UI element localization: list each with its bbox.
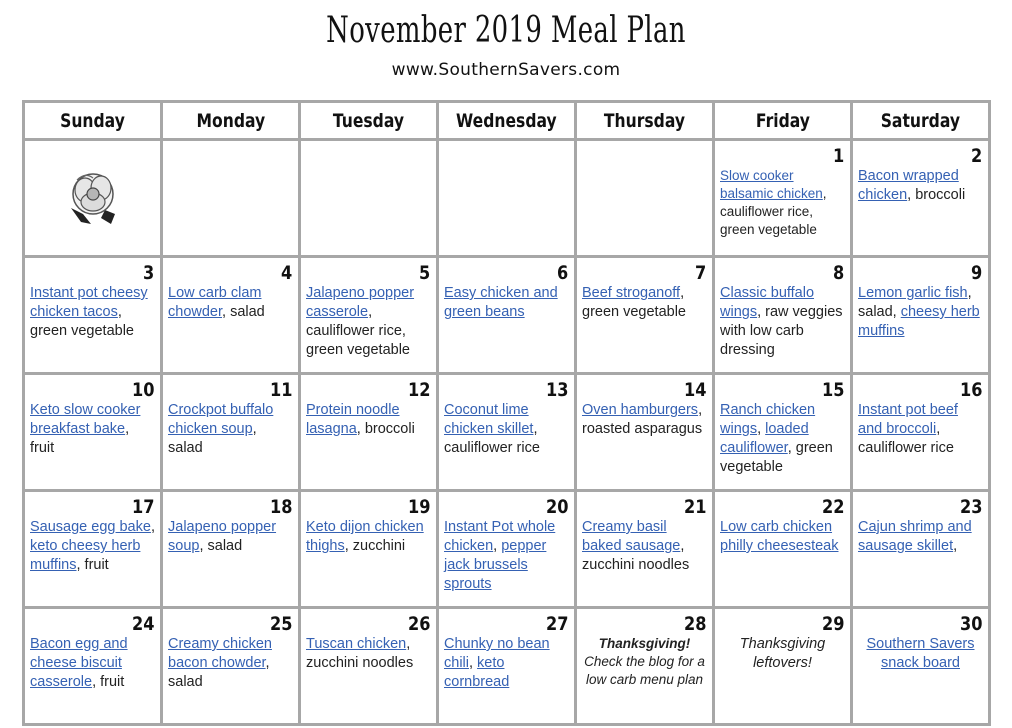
day-number: 22 [821,496,844,518]
meal-plan [306,518,431,556]
weekday-tuesday: Tuesday [300,102,438,140]
meal-text: , green vegetable [30,304,134,339]
calendar-day [852,608,990,725]
meal-plan [168,635,293,692]
meal-text: , salad [168,421,257,456]
calendar-day [24,491,162,608]
meal-text: , green vegetable [720,440,833,475]
meal-text: , cauliflower rice, green vegetable [306,304,410,358]
weekday-sunday: Sunday [24,102,162,140]
calendar-day [576,257,714,374]
recipe-link[interactable]: Low carb clam chowder [168,285,262,320]
meal-plan [30,401,155,458]
meal-text: , zucchini noodles [582,538,690,573]
calendar-day [576,491,714,608]
weekday-header-row [24,102,990,140]
weekday-monday: Monday [162,102,300,140]
calendar-day [162,608,300,725]
calendar-day [24,608,162,725]
recipe-link[interactable]: loaded cauliflower [720,421,809,456]
meal-plan [858,167,983,205]
day-number: 10 [131,379,154,401]
recipe-link[interactable]: Low carb chicken philly cheesesteak [720,519,839,554]
day-number: 9 [970,262,982,284]
meal-plan [444,518,569,594]
calendar-day [438,608,576,725]
meal-text: , cauliflower rice [858,421,954,456]
meal-text: , fruit [76,557,109,573]
meal-plan [582,284,707,322]
week-row [24,608,990,725]
meal-text: , zucchini noodles [306,636,414,671]
recipe-link[interactable]: Keto dijon chicken thighs [306,519,424,554]
weekday-wednesday: Wednesday [438,102,576,140]
meal-plan [858,401,983,458]
meal-plan [306,401,431,439]
meal-text: , [493,538,502,554]
meal-plan [306,284,431,360]
recipe-link[interactable]: Crockpot buffalo chicken soup [168,402,274,437]
day-number: 30 [959,613,982,635]
calendar-day [162,491,300,608]
day-number: 6 [556,262,568,284]
meal-text: Thanksgiving leftovers! [739,636,826,671]
meal-plan [858,284,983,341]
day-number: 25 [269,613,292,635]
calendar-day [852,491,990,608]
meal-plan [306,635,431,673]
recipe-link[interactable]: Tuscan chicken [306,636,407,652]
weekday-friday: Friday [714,102,852,140]
calendar-day [438,374,576,491]
day-number: 3 [142,262,154,284]
recipe-link[interactable]: Bacon wrapped chicken [858,168,959,203]
meal-plan [720,518,845,556]
recipe-link[interactable]: Sausage egg bake [30,519,151,535]
recipe-link[interactable]: Beef stroganoff [582,285,681,301]
recipe-link[interactable]: Oven hamburgers [582,402,699,418]
calendar-grid [22,100,991,726]
week-row [24,257,990,374]
meal-plan [444,284,569,322]
meal-text: , zucchini [344,538,406,554]
meal-text: , [468,655,478,671]
calendar-day [576,374,714,491]
weekday-saturday: Saturday [852,102,990,140]
magnolia-flower-icon [30,146,155,246]
calendar-day [300,608,438,725]
day-number: 13 [545,379,568,401]
day-number: 5 [418,262,430,284]
day-number: 21 [683,496,706,518]
calendar-day [300,491,438,608]
day-number: 7 [694,262,706,284]
meal-plan [582,518,707,575]
calendar-day [300,374,438,491]
day-number: 1 [832,145,844,167]
meal-text: , [150,519,155,535]
recipe-link[interactable]: Easy chicken and green beans [444,285,558,320]
recipe-link[interactable]: Instant pot cheesy chicken tacos [30,285,148,320]
day-number: 12 [407,379,430,401]
page-title: November 2019 Meal Plan [326,10,686,51]
recipe-link[interactable]: Southern Savers snack board [866,636,975,671]
day-number: 27 [545,613,568,635]
calendar-cell-empty [24,140,162,257]
day-number: 11 [269,379,292,401]
meal-plan [582,401,707,439]
meal-plan [720,635,845,673]
calendar-day [714,491,852,608]
calendar-day [438,491,576,608]
calendar-day [714,257,852,374]
calendar-day [576,608,714,725]
recipe-link[interactable]: pepper jack brussels sprouts [444,538,547,592]
meal-text: , salad, [858,285,972,320]
meal-text: , raw veggies with low carb dressing [720,304,843,358]
meal-text: , green vegetable [582,285,686,320]
meal-text: , salad [222,304,265,320]
recipe-link[interactable]: Instant pot beef and broccoli [858,402,958,437]
day-number: 2 [970,145,982,167]
meal-plan [720,401,845,477]
meal-text: , fruit [92,674,125,690]
recipe-link[interactable]: Cajun shrimp and sausage skillet [858,519,972,554]
recipe-link[interactable]: Jalapeno popper casserole [306,285,415,320]
week-row [24,374,990,491]
meal-plan [30,518,155,575]
recipe-link[interactable]: keto cheesy herb muffins [30,538,141,573]
day-number: 14 [683,379,706,401]
meal-text: , salad [168,655,270,690]
calendar-day [714,374,852,491]
day-number: 20 [545,496,568,518]
calendar-cell-empty [300,140,438,257]
calendar-day [438,257,576,374]
recipe-link[interactable]: Keto slow cooker breakfast bake [30,402,141,437]
day-number: 24 [131,613,154,635]
calendar-day [300,257,438,374]
meal-plan [30,284,155,341]
recipe-link[interactable]: cheesy herb muffins [858,304,980,339]
calendar-day [162,257,300,374]
calendar-day [852,374,990,491]
recipe-link[interactable]: Creamy chicken bacon chowder [168,636,272,671]
calendar-day [162,374,300,491]
recipe-link[interactable]: Slow cooker balsamic chicken [720,168,823,201]
day-number: 23 [959,496,982,518]
calendar-cell-empty [576,140,714,257]
meal-plan [858,518,983,556]
calendar-day [714,140,852,257]
recipe-link[interactable]: Bacon egg and cheese biscuit casserole [30,636,128,690]
meal-text: , salad [199,538,243,554]
meal-plan [444,635,569,692]
recipe-link[interactable]: Chunky no bean chili [444,636,550,671]
meal-plan [858,635,983,673]
holiday-label: Thanksgiving! [598,636,691,651]
meal-text: , cauliflower rice, green vegetable [720,186,827,237]
meal-plan [720,167,845,239]
meal-plan [168,518,293,556]
meal-text: , [757,421,766,437]
calendar-day [24,257,162,374]
meal-plan [582,635,707,689]
week-row [24,140,990,257]
recipe-link[interactable]: Ranch chicken wings [720,402,816,437]
calendar-cell-empty [162,140,300,257]
meal-text: Check the blog for a low carb menu plan [584,654,705,687]
recipe-link[interactable]: Coconut lime chicken skillet [444,402,534,437]
day-number: 4 [280,262,292,284]
meal-text: , roasted asparagus [582,402,703,437]
day-number: 8 [832,262,844,284]
day-number: 15 [821,379,844,401]
day-number: 19 [407,496,430,518]
recipe-link[interactable]: keto cornbread [444,655,510,690]
week-row [24,491,990,608]
calendar-day [852,257,990,374]
recipe-link[interactable]: Jalapeno popper soup [168,519,277,554]
day-number: 16 [959,379,982,401]
day-number: 26 [407,613,430,635]
calendar-day [24,374,162,491]
recipe-link[interactable]: Classic buffalo wings [720,285,815,320]
meal-plan [168,284,293,322]
day-number: 29 [821,613,844,635]
meal-text: , cauliflower rice [444,421,540,456]
day-number: 18 [269,496,292,518]
calendar-day [852,140,990,257]
calendar-day [714,608,852,725]
recipe-link[interactable]: Instant Pot whole chicken [444,519,556,554]
meal-plan [444,401,569,458]
recipe-link[interactable]: Protein noodle lasagna [306,402,400,437]
day-number: 28 [683,613,706,635]
weekday-thursday: Thursday [576,102,714,140]
recipe-link[interactable]: Lemon garlic fish [858,285,968,301]
meal-plan [168,401,293,458]
site-url: www.SouthernSavers.com [391,60,621,80]
day-number: 17 [131,496,154,518]
meal-text: , broccoli [356,421,415,437]
meal-text: , fruit [30,421,130,456]
recipe-link[interactable]: Creamy basil baked sausage [582,519,681,554]
meal-text: , broccoli [907,187,966,203]
calendar-cell-empty [438,140,576,257]
meal-text: , [953,538,958,554]
meal-plan [720,284,845,360]
meal-plan [30,635,155,692]
